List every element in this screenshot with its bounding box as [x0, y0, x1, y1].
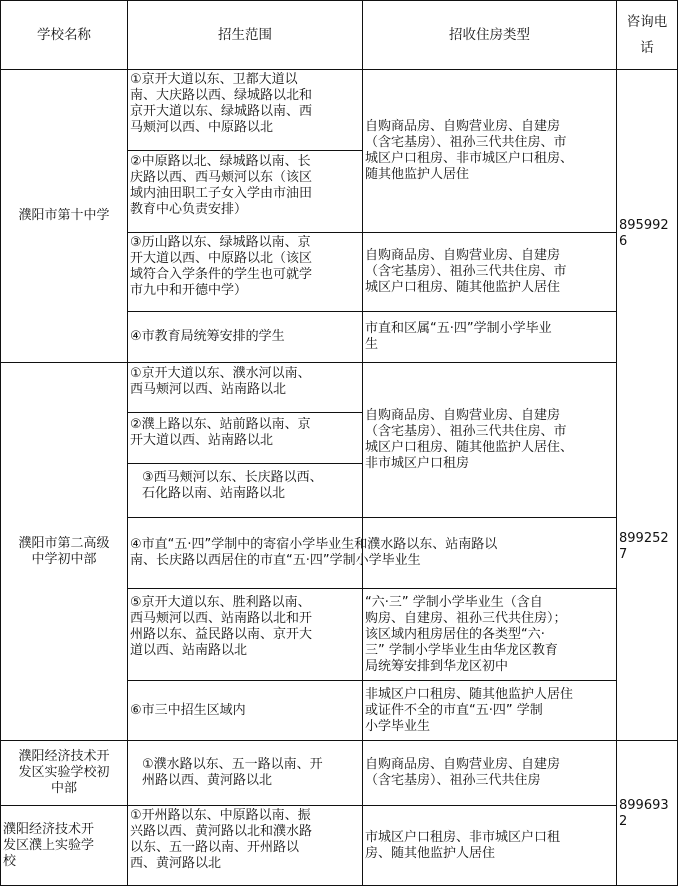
- housing-type: “六·三” 学制小学毕业生（含自 购房、自建房、祖孙三代共住房）； 该区域内租房居住的各类型“六· 三” 学制小学毕业生由华龙区教育 局统筹安排到华龙区初中: [365, 594, 567, 674]
- scope-item: ⑤京开大道以东、胜利路以南、 西马颊河以西、站南路以北和开 州路以东、益民路以南、京开大 道以西、站南路以北: [130, 595, 313, 658]
- scope-item: ③历山路以东、绿城路以南、京 开大道以西、中原路以北（该区 域符合入学条件的学生也可就学 市九中和开德中学）: [130, 235, 313, 298]
- school-name-tenth-middle: 濮阳市第十中学: [18, 208, 110, 223]
- housing-type: 自购商品房、自购营业房、自建房 （含宅基房）、祖孙三代共住房: [365, 757, 561, 788]
- scope-item: ①京开大道以东、卫都大道以 南、大庆路以西、绿城路以北和 京开大道以东、绿城路以南、西 马颊河以西、中原路以北: [130, 72, 313, 135]
- housing-type: 自购商品房、自购营业房、自建房 （含宅基房）、祖孙三代共住房、市 城区户口租房、随其他监护人居住、 非市城区户口租房: [365, 408, 574, 471]
- header-housing-type: 招收住房类型: [449, 27, 530, 43]
- housing-type: 市直和区属“五·四”学制小学毕业 生: [365, 321, 552, 352]
- header-phone: 咨询电 话: [626, 14, 668, 56]
- scope-item: ②濮上路以东、站前路以南、京 开大道以西、站南路以北: [130, 417, 311, 448]
- scope-item: ①开州路以东、中原路以南、振 兴路以西、黄河路以北和濮水路 以东、五一路以南、开州路以 西、黄河路以北: [130, 808, 313, 871]
- phone-second-high-junior: 899252 7: [619, 531, 669, 562]
- housing-type: 市城区户口租房、非市城区户口租 房、随其他监护人居住: [365, 830, 561, 861]
- scope-item: ①濮水路以东、五一路以南、开 州路以西、黄河路以北: [142, 757, 323, 788]
- scope-item: ④市教育局统筹安排的学生: [130, 329, 285, 344]
- scope-item-wide: ④市直“五·四”学制中的寄宿小学毕业生和濮水路以东、站南路以 南、长庆路以西居住的市直“五·四”学制小学毕业生: [130, 537, 498, 568]
- housing-type: 自购商品房、自购营业房、自建房 （含宅基房）、祖孙三代共住房、市 城区户口租房、随其他监护人居住: [365, 248, 567, 295]
- phone-etdz-schools: 899693 2: [619, 798, 669, 829]
- housing-type: 非城区户口租房、随其他监护人居住 或证件不全的市直“五·四” 学制 小学毕业生: [365, 686, 574, 734]
- school-name-second-high-junior: 濮阳市第二高级 中学初中部: [18, 535, 110, 567]
- scope-item: ③西马颊河以东、长庆路以西、 石化路以南、站南路以北: [142, 470, 323, 501]
- housing-type: 自购商品房、自购营业房、自建房 （含宅基房）、祖孙三代共住房、市 城区户口租房、非市城区户口租房、 随其他监护人居住: [365, 119, 574, 182]
- scope-item: ⑥市三中招生区域内: [130, 702, 246, 718]
- scope-item: ②中原路以北、绿城路以南、长 庆路以西、西马颊河以东（该区 域内油田职工子女入学由市油田 教育中心负责安排）: [130, 154, 313, 217]
- phone-tenth-middle: 895992 6: [619, 218, 669, 249]
- school-name-etdz-experimental: 濮阳经济技术开 发区实验学校初 中部: [18, 749, 110, 796]
- header-school-name: 学校名称: [37, 27, 91, 43]
- school-name-etdz-puyang-experimental: 濮阳经济技术开 发区濮上实验学 校: [3, 822, 95, 869]
- scope-item: ①京开大道以东、濮水河以南、 西马颊河以西、站南路以北: [130, 366, 311, 397]
- header-enrollment-scope: 招生范围: [218, 27, 272, 43]
